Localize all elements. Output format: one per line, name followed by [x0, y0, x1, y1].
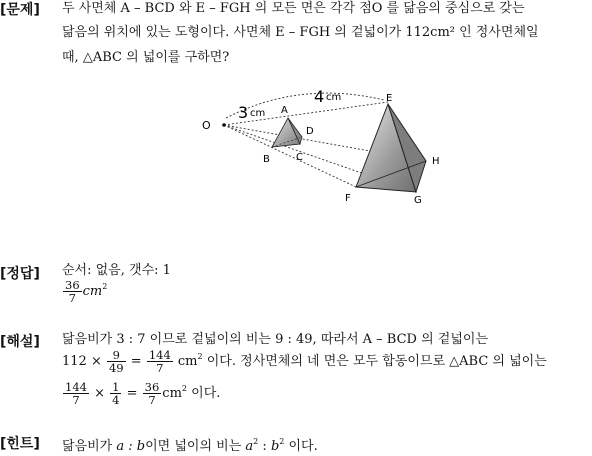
distance-OA-value: 3: [238, 103, 249, 122]
label-A: A: [281, 105, 288, 116]
distance-AE-unit: cm: [326, 92, 342, 103]
hint-tag: [힌트]: [0, 436, 40, 452]
solution-tag: [해설]: [0, 334, 40, 350]
solution-line-2: 112 × $\frac{9}{49}$ = $\frac{144}{7}$ $cm^2$ 이다. 정사면체의 네 면은 모두 합동이므로 △ABC 의 넓이는: [62, 348, 547, 375]
label-G: G: [414, 195, 422, 206]
label-B: B: [263, 154, 270, 165]
fraction-1-4: $\frac{1}{4}$: [112, 380, 120, 407]
label-E: E: [386, 93, 393, 104]
small-tetrahedron: [272, 118, 302, 147]
hint-text: 닮음비가 a : b이면 넓이의 비는 $a^2$ : $b^2$ 이다.: [62, 437, 318, 454]
solution-line-3: $\frac{144}{7}$ × $\frac{1}{4}$ = $\frac{36}{7}$ $cm^2$ 이다.: [65, 380, 221, 407]
fraction-144-7: $\frac{144}{7}$: [148, 348, 171, 375]
label-H: H: [432, 156, 440, 167]
distance-OA-unit: cm: [250, 108, 266, 119]
label-D: D: [306, 126, 314, 137]
answer-tag: [정답]: [0, 266, 40, 282]
problem-line-2: 닮음의 위치에 있는 도형이다. 사면체 E – FGH 의 겉넓이가 112cm² 인 정사면체일: [62, 25, 539, 40]
problem-line-3: 때, △ABC 의 넓이를 구하면?: [62, 50, 230, 65]
fraction-36-7: $\frac{36}{7}$: [144, 380, 160, 407]
label-C: C: [296, 152, 303, 163]
solution-line-1: 닮음비가 3 : 7 이므로 겉넓이의 비는 9 : 49, 따라서 A – BCD 의 겉넓이는: [62, 332, 489, 347]
large-tetrahedron: [356, 104, 426, 192]
problem-tag: [문제]: [0, 2, 40, 18]
answer-fraction: $\frac{36}{7}$: [65, 278, 80, 305]
label-F: F: [345, 193, 351, 204]
distance-AE-value: 4: [314, 87, 325, 106]
problem-line-1: 두 사면체 A – BCD 와 E – FGH 의 모든 면은 각각 점O 를 닮음의 중심으로 갖는: [62, 1, 525, 16]
fraction-144-7b: $\frac{144}{7}$: [65, 380, 87, 407]
fraction-9-49: $\frac{9}{49}$: [108, 348, 124, 375]
answer-text: 순서: 없음, 갯수: 1: [62, 263, 171, 278]
answer-value: $\frac{36}{7}$ $cm^2$: [65, 278, 108, 305]
label-O: O: [202, 119, 211, 132]
